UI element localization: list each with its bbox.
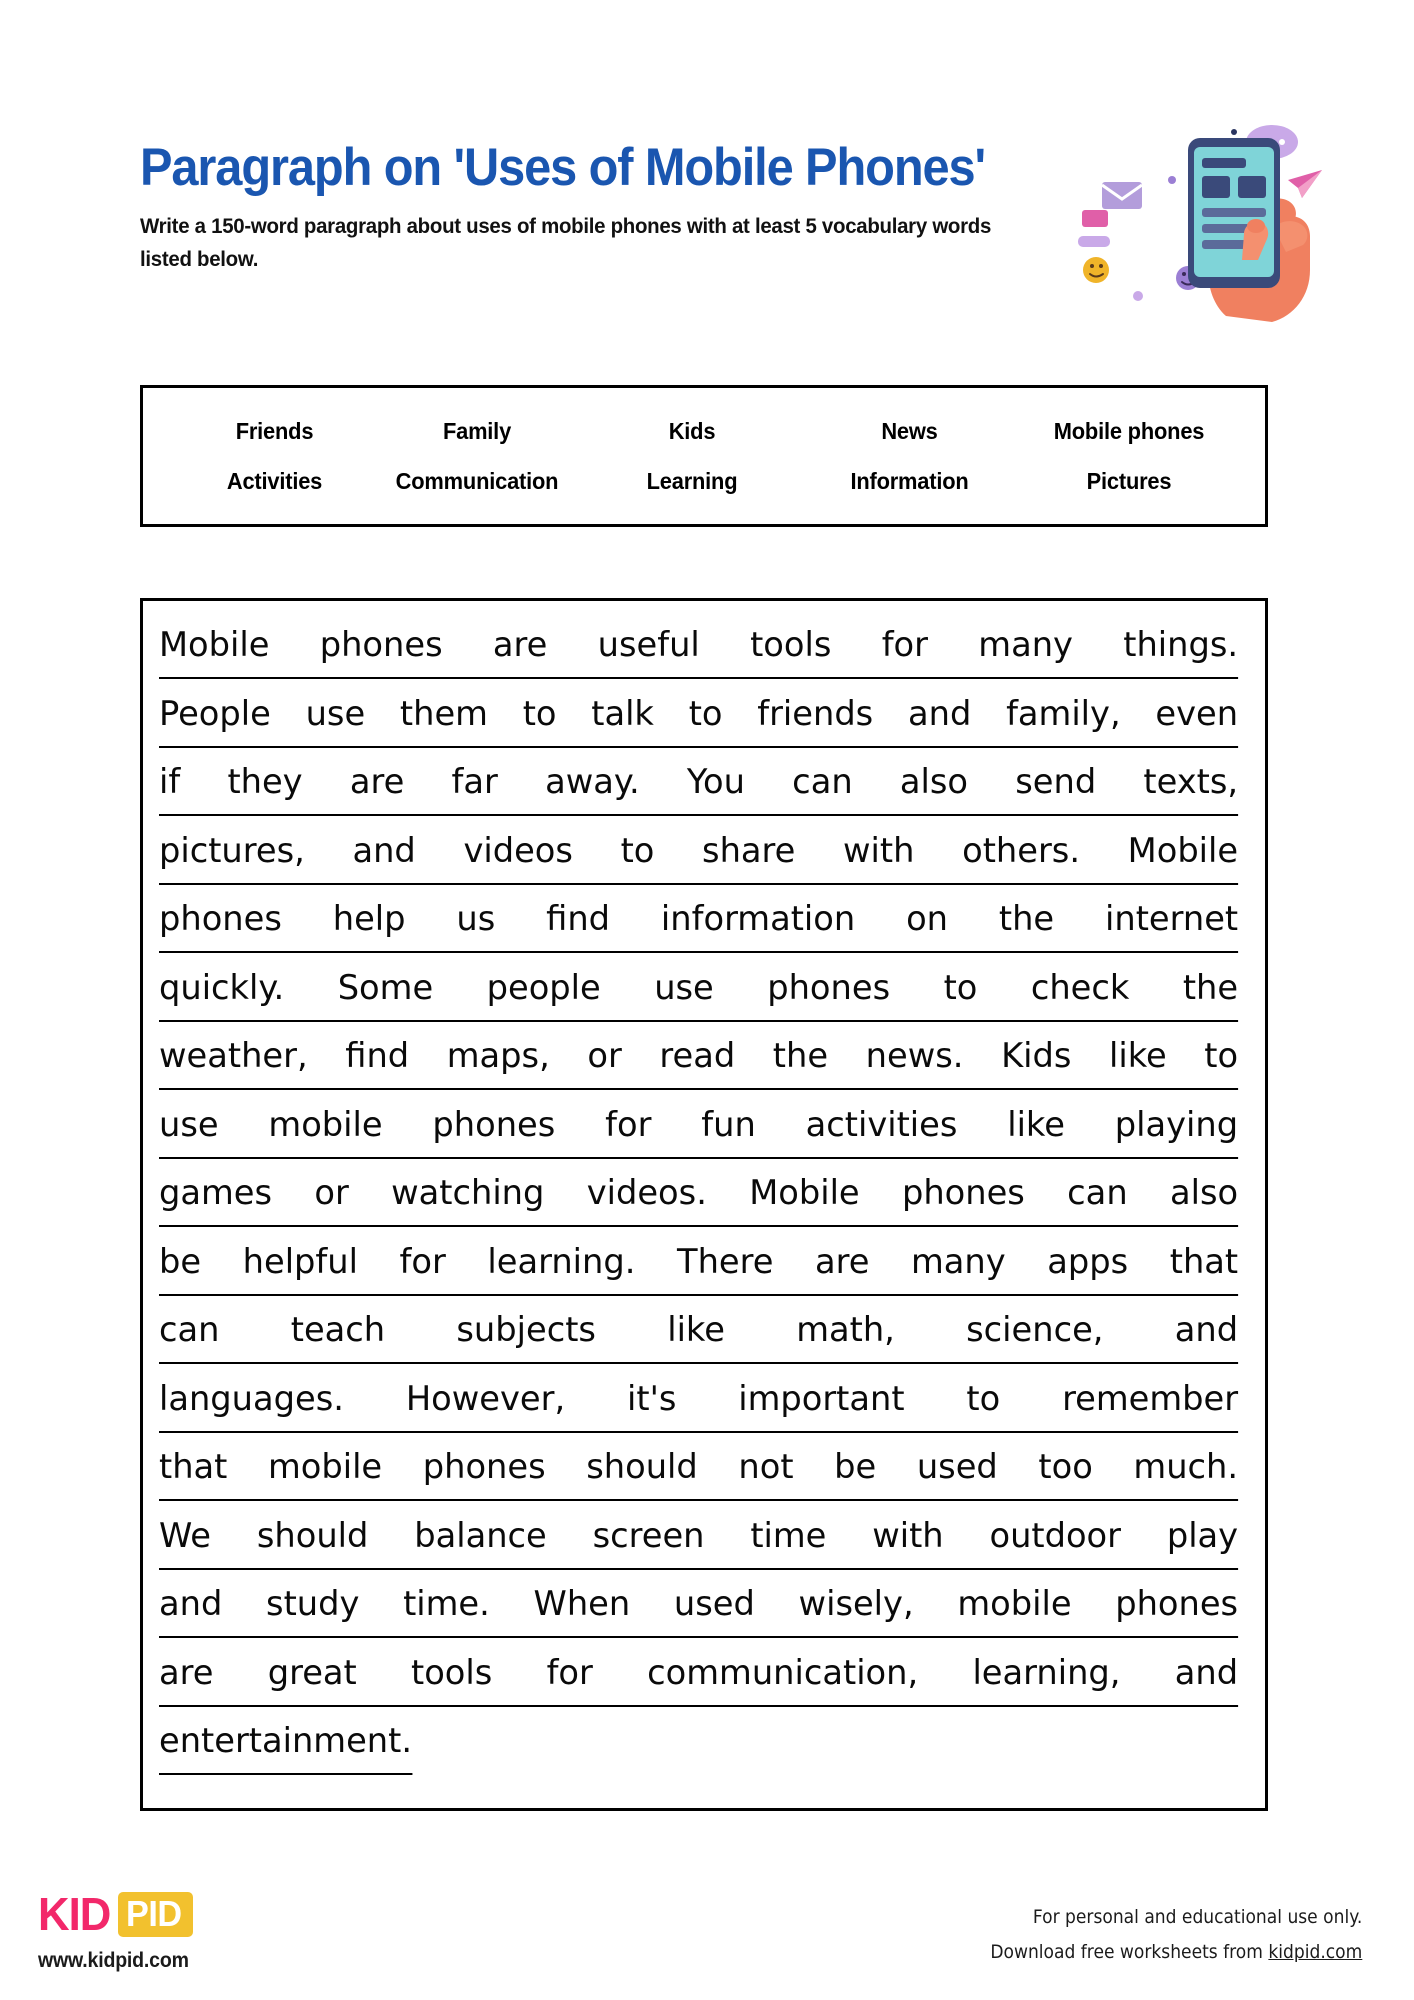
smartphone-shape — [1188, 129, 1280, 288]
vocabulary-word: Mobile phones — [1053, 417, 1205, 444]
worksheet-instructions: Write a 150-word paragraph about uses of mobile phones with at least 5 vocabulary words listed below. — [140, 213, 992, 271]
vocabulary-word: Communication — [395, 467, 559, 494]
answer-line-text: weather, find maps, or read the news. Kids like to — [159, 1026, 1238, 1090]
vocabulary-box — [140, 385, 1268, 527]
answer-line — [159, 1232, 1238, 1301]
answer-line-text: that mobile phones should not be used too much. — [159, 1437, 1238, 1501]
vocabulary-word: Learning — [646, 467, 738, 494]
answer-line-text: if they are far away. You can also send texts, — [159, 752, 1238, 816]
answer-line-text: are great tools for communication, learning, and — [159, 1643, 1238, 1707]
usage-note: For personal and educational use only. — [1032, 1906, 1362, 1928]
answer-line — [159, 889, 1238, 958]
answer-line-text: People use them to talk to friends and family, even — [159, 684, 1238, 748]
answer-line-text: can teach subjects like math, science, and — [159, 1300, 1238, 1364]
answer-line — [159, 615, 1238, 684]
answer-line-text: be helpful for learning. There are many apps that — [159, 1232, 1238, 1296]
vocabulary-word: News — [881, 417, 938, 444]
answer-line-text: quickly. Some people use phones to check the — [159, 958, 1238, 1022]
logo-kid-text: KID — [38, 1888, 111, 1940]
answer-line-text: phones help us find information on the internet — [159, 889, 1238, 953]
answer-line — [159, 684, 1238, 753]
answer-line — [159, 958, 1238, 1027]
answer-line — [159, 1095, 1238, 1164]
answer-line — [159, 821, 1238, 890]
logo-marks — [38, 1888, 298, 1940]
answer-line — [159, 1163, 1238, 1232]
vocabulary-row-2 — [143, 456, 1265, 506]
vocabulary-word: Activities — [226, 467, 323, 494]
vocabulary-word: Family — [442, 417, 512, 444]
answer-line — [159, 1506, 1238, 1575]
answer-line-text: games or watching videos. Mobile phones can also — [159, 1163, 1238, 1227]
answer-line — [159, 752, 1238, 821]
logo-website-url: www.kidpid.com — [38, 1949, 189, 1972]
vocabulary-row-1 — [143, 406, 1265, 456]
vocabulary-word: Pictures — [1086, 467, 1172, 494]
answer-line-text: entertainment. — [159, 1711, 412, 1775]
answer-line-text: use mobile phones for fun activities like playing — [159, 1095, 1238, 1159]
answer-line — [159, 1437, 1238, 1506]
answer-writing-area[interactable] — [140, 598, 1268, 1811]
download-note — [990, 1935, 1362, 1970]
vocabulary-word: Friends — [235, 417, 314, 444]
logo-pid-badge — [118, 1892, 193, 1937]
page-title: Paragraph on 'Uses of Mobile Phones' — [140, 138, 986, 197]
download-prefix: Download free worksheets from — [990, 1941, 1269, 1964]
answer-line-text: We should balance screen time with outdoor play — [159, 1506, 1238, 1570]
vocabulary-word: Information — [850, 467, 969, 494]
answer-line-text: and study time. When used wisely, mobile phones — [159, 1574, 1238, 1638]
answer-line — [159, 1369, 1238, 1438]
answer-line — [159, 1300, 1238, 1369]
answer-line — [159, 1574, 1238, 1643]
kidpid-link[interactable]: kidpid.com — [1268, 1941, 1362, 1964]
answer-line-text: languages. However, it's important to remember — [159, 1369, 1238, 1433]
answer-line — [159, 1643, 1238, 1712]
answer-line-text: Mobile phones are useful tools for many things. — [159, 615, 1238, 679]
mobile-phone-illustration — [1076, 120, 1326, 330]
answer-line-text: pictures, and videos to share with others. Mobile — [159, 821, 1238, 885]
worksheet-header — [140, 140, 1150, 276]
kidpid-logo[interactable] — [38, 1888, 298, 1973]
answer-line — [159, 1711, 1238, 1780]
vocabulary-word: Kids — [668, 417, 716, 444]
footer-attribution — [990, 1900, 1362, 1970]
logo-pid-text: PID — [126, 1892, 182, 1934]
answer-line — [159, 1026, 1238, 1095]
